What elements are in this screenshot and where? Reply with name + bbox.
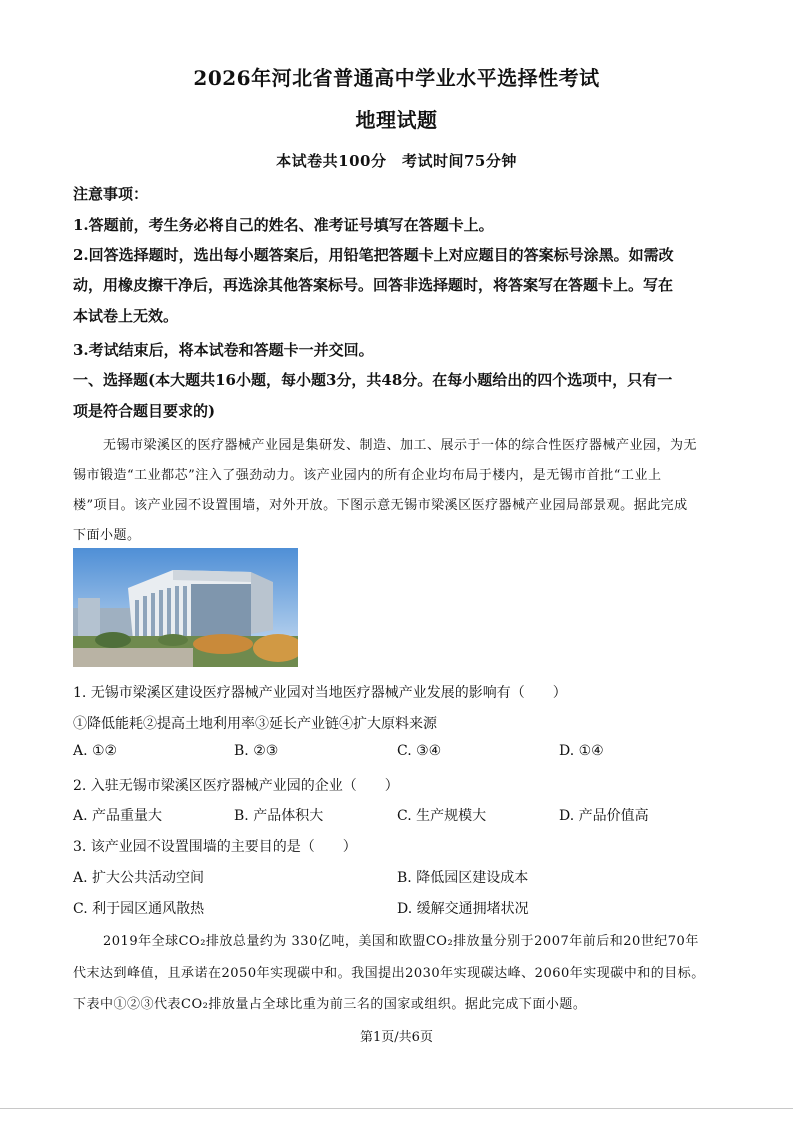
q1-option-a[interactable]: A. ①②	[73, 743, 118, 759]
q2-option-d[interactable]: D. 产品价值高	[559, 808, 649, 824]
page-number: 第1页/共6页	[360, 1030, 433, 1045]
q3-option-c[interactable]: C. 利于园区通风散热	[73, 901, 205, 917]
question-2-stem: 2. 入驻无锡市梁溪区医疗器械产业园的企业（ ）	[73, 778, 399, 794]
q1-option-b[interactable]: B. ②③	[234, 743, 279, 759]
note-1: 1.答题前，考生务必将自己的姓名、准考证号填写在答题卡上。	[73, 216, 494, 234]
q2-option-b[interactable]: B. 产品体积大	[234, 808, 324, 824]
passage2-line-1: 2019年全球CO₂排放总量约为 330亿吨，美国和欧盟CO₂排放量分别于2007年前后和20世纪70年	[103, 934, 699, 949]
question-3-stem: 3. 该产业园不设置围墙的主要目的是（ ）	[73, 839, 357, 855]
q3-option-a[interactable]: A. 扩大公共活动空间	[73, 870, 205, 886]
q2-option-a[interactable]: A. 产品重量大	[73, 808, 163, 824]
section-heading-line-2: 项是符合题目要求的)	[73, 402, 216, 420]
passage2-line-3: 下表中①②③代表CO₂排放量占全球比重为前三名的国家或组织。据此完成下面小题。	[73, 997, 587, 1012]
industrial-park-photo	[73, 548, 298, 667]
passage1-line-3: 楼”项目。该产业园不设置围墙，对外开放。下图示意无锡市梁溪区医疗器械产业园局部景观。据此完成	[73, 498, 688, 513]
page-divider	[0, 1108, 793, 1109]
note-2-line-2: 动，用橡皮擦干净后，再选涂其他答案标号。回答非选择题时，将答案写在答题卡上。写在	[73, 276, 674, 294]
question-1-choices: ①降低能耗②提高土地利用率③延长产业链④扩大原料来源	[73, 716, 437, 732]
q2-option-c[interactable]: C. 生产规模大	[397, 808, 487, 824]
q1-option-d[interactable]: D. ①④	[559, 743, 604, 759]
q1-option-c[interactable]: C. ③④	[397, 743, 442, 759]
exam-info: 本试卷共100分 考试时间75分钟	[276, 152, 517, 170]
passage1-line-2: 锡市锻造“工业都芯”注入了强劲动力。该产业园内的所有企业均布局于楼内，是无锡市首批“工业上	[73, 468, 662, 483]
note-2-line-3: 本试卷上无效。	[73, 307, 179, 325]
subject-title: 地理试题	[355, 108, 438, 132]
passage2-line-2: 代末达到峰值，且承诺在2050年实现碳中和。我国提出2030年实现碳达峰、2060年实现碳中和的目标。	[73, 966, 705, 981]
passage1-line-1: 无锡市梁溪区的医疗器械产业园是集研发、制造、加工、展示于一体的综合性医疗器械产业园，为无	[103, 438, 698, 453]
note-3: 3.考试结束后，将本试卷和答题卡一并交回。	[73, 341, 374, 359]
question-1-stem: 1. 无锡市梁溪区建设医疗器械产业园对当地医疗器械产业发展的影响有（ ）	[73, 685, 567, 701]
q3-option-b[interactable]: B. 降低园区建设成本	[397, 870, 529, 886]
exam-title: 2026年河北省普通高中学业水平选择性考试	[193, 66, 600, 90]
section-heading-line-1: 一、选择题(本大题共16小题，每小题3分，共48分。在每小题给出的四个选项中，只有一	[73, 371, 673, 389]
notes-heading: 注意事项：	[73, 185, 149, 203]
note-2-line-1: 2.回答选择题时，选出每小题答案后，用铅笔把答题卡上对应题目的答案标号涂黑。如需改	[73, 246, 674, 264]
q3-option-d[interactable]: D. 缓解交通拥堵状况	[397, 901, 529, 917]
passage1-line-4: 下面小题。	[73, 528, 141, 543]
